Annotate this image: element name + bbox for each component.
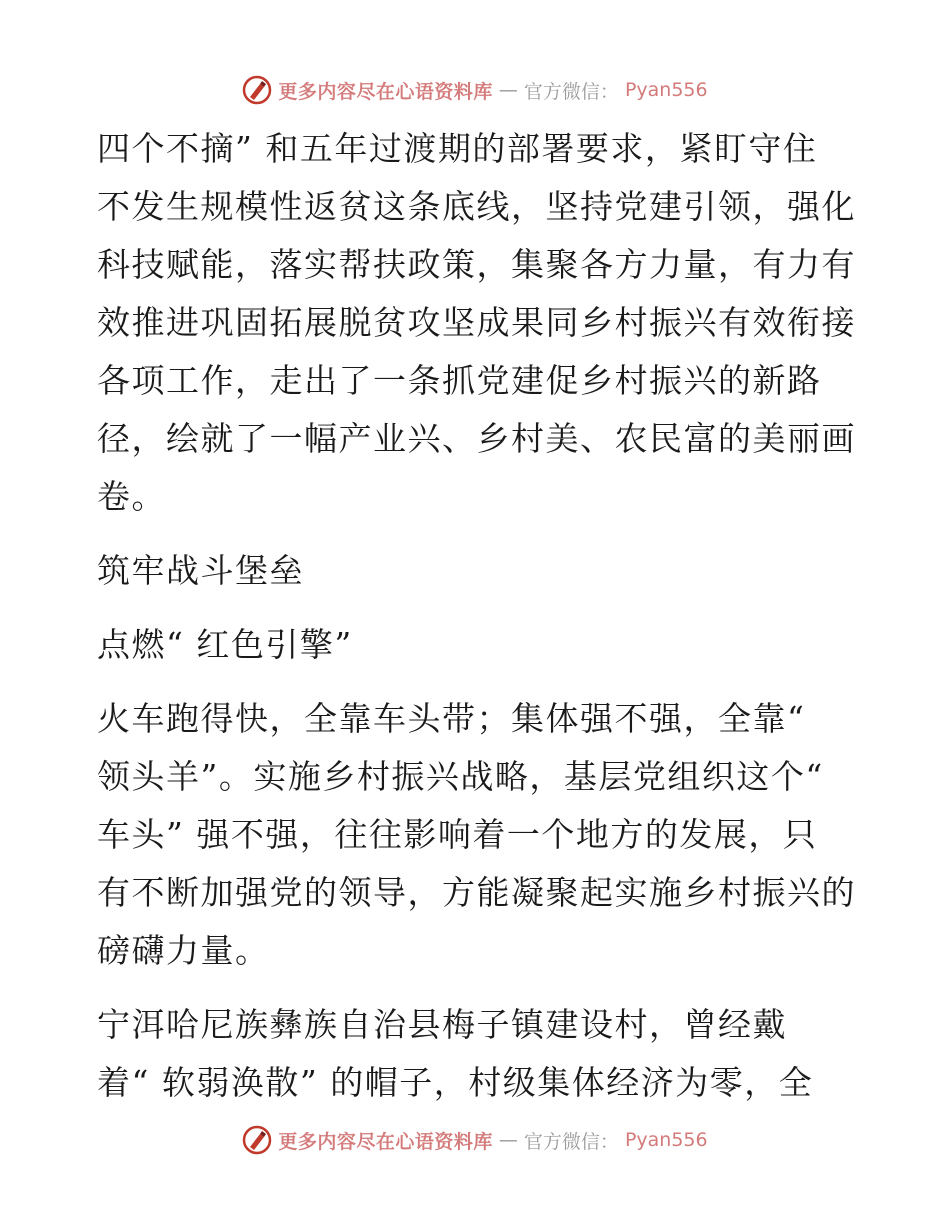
paragraph-gap	[97, 980, 857, 996]
paragraph-gap	[97, 526, 857, 542]
watermark-suffix-text: 官方微信：	[523, 1130, 619, 1153]
text-line: 筑牢战斗堡垒	[97, 551, 304, 590]
text-line: 各项工作，走出了一条抓党建促乡村振兴的新路	[97, 361, 822, 400]
paragraph-intro	[97, 120, 857, 526]
document-body	[97, 120, 857, 1112]
paragraph-gap	[97, 600, 857, 616]
watermark-handle: Pyan556	[624, 79, 708, 101]
paragraph-locomotive	[97, 690, 857, 980]
text-line: 点燃“ 红色引擎”	[97, 625, 353, 664]
watermark-handle: Pyan556	[624, 1129, 708, 1151]
text-line: 效推进巩固拓展脱贫攻坚成果同乡村振兴有效衔接	[97, 303, 856, 342]
footer-watermark	[0, 1120, 950, 1160]
text-line: 宁洱哈尼族彝族自治县梅子镇建设村，曾经戴	[97, 1005, 787, 1044]
text-line: 火车跑得快，全靠车头带；集体强不强，全靠“	[97, 699, 806, 738]
watermark-suffix-text: 官方微信：	[523, 80, 619, 103]
text-line: 磅礴力量。	[97, 931, 270, 970]
section-heading-1	[97, 542, 857, 600]
paragraph-gap	[97, 674, 857, 690]
text-line: 径，绘就了一幅产业兴、乡村美、农民富的美丽画	[97, 419, 856, 458]
header-watermark	[0, 70, 950, 110]
text-line: 不发生规模性返贫这条底线，坚持党建引领，强化	[97, 187, 856, 226]
pen-logo-icon	[242, 1125, 272, 1155]
text-line: 四个不摘” 和五年过渡期的部署要求，紧盯守住	[97, 129, 818, 168]
text-line: 领头羊”。实施乡村振兴战略，基层党组织这个“	[97, 757, 824, 796]
text-line: 卷。	[97, 477, 166, 516]
paragraph-village	[97, 996, 857, 1112]
pen-logo-icon	[242, 75, 272, 105]
watermark-main-text: 更多内容尽在心语资料库	[278, 80, 493, 103]
watermark-dash: —	[498, 1129, 518, 1151]
section-heading-2	[97, 616, 857, 674]
text-line: 有不断加强党的领导，方能凝聚起实施乡村振兴的	[97, 873, 856, 912]
text-line: 车头” 强不强，往往影响着一个地方的发展，只	[97, 815, 818, 854]
watermark-dash: —	[498, 79, 518, 101]
text-line: 着“ 软弱涣散” 的帽子，村级集体经济为零，全	[97, 1063, 814, 1102]
watermark-main-text: 更多内容尽在心语资料库	[278, 1130, 493, 1153]
text-line: 科技赋能，落实帮扶政策，集聚各方力量，有力有	[97, 245, 856, 284]
